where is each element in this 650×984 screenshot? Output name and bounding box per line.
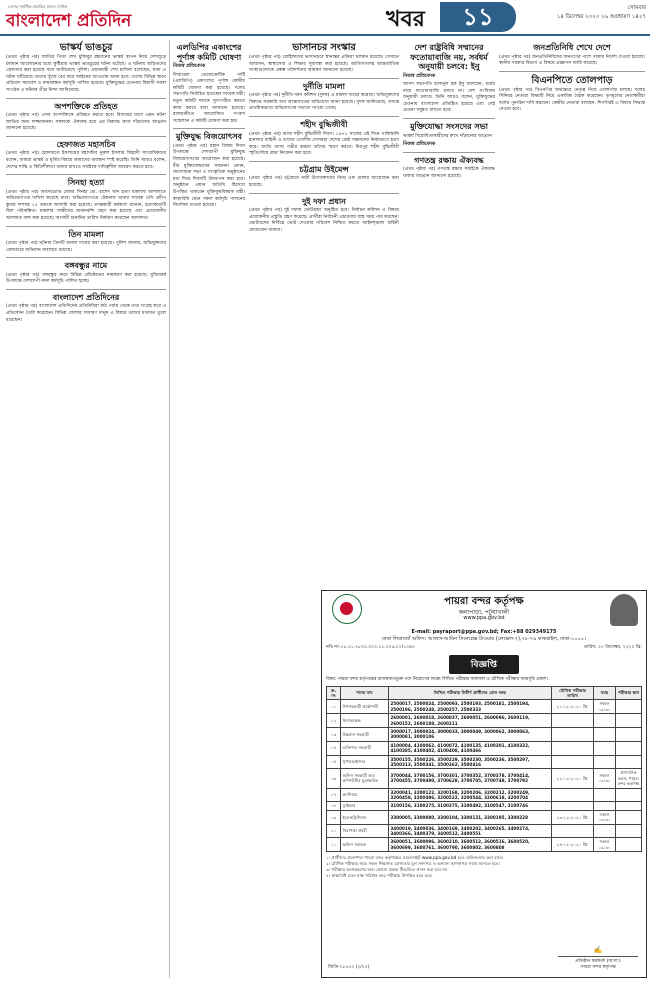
table-row <box>327 802 642 810</box>
table-cell-date: ২২-১২-২০২০ খ্রি: <box>552 769 594 788</box>
story-body: (প্রথম পৃষ্ঠার পর) দুর্নীতি দমন কমিশন (দুদক) এ মামলা দায়ের করেছে। অভিযুক্তদের বিরুদ্ধে সরকারি অর্থ আত্মসাতের অভিযোগ আনা হয়েছে। দুদক জানিয়েছে, তদন্তে প্রাথমিকভাবে অভিযোগের সত্যতা পাওয়া গেছে। <box>249 93 399 112</box>
table-row <box>327 810 642 824</box>
table-cell-no: ০৩ <box>327 727 341 741</box>
table-row <box>327 700 642 714</box>
story-body: (প্রথম পৃষ্ঠার পর) হেফাজতে ইসলামের মহাসচিব নুরুল ইসলাম জিহাদী সাংবাদিকদের বলেন, আমরা ভাস্কর্য ও মূর্তির বিষয়ে আমাদের অবস্থান স্পষ্ট করেছি। তিনি আরও বলেন, দেশের শান্তি ও স্থিতিশীলতা বজায় রাখতে সবাইকে দায়িত্বশীল আচরণ করতে হবে। <box>6 151 166 170</box>
column-header: সময় <box>594 686 616 700</box>
table-cell-post: ড্রাইভার <box>340 802 388 810</box>
story-title: দুই দফা প্রধান <box>302 196 346 206</box>
table-cell-venue: প্রশাসনিক ভবন, পায়রা বন্দর কর্তৃপক্ষ <box>616 769 642 788</box>
table-cell-date: ২৩-১২-২০২০ খ্রি: <box>552 810 594 824</box>
signature-icon: ✍ <box>558 947 638 957</box>
note-item: ৩। পরীক্ষায় অংশগ্রহণের জন্য কোনো প্রকার টিএ/ডিএ প্রদান করা হবে না। <box>326 866 448 872</box>
table-cell-venue <box>616 741 642 755</box>
page-number-badge: ১১ <box>440 2 516 32</box>
table-cell-rolls: 3500155, 3500226, 3500229, 3500230, 3500236, 3500297, 3500313, 3500341, 3500362, 3500416 <box>388 755 551 769</box>
table-cell-time <box>594 788 616 802</box>
column-rule <box>169 40 170 978</box>
table-cell-no: ০৪ <box>327 741 341 755</box>
signatory-org: পায়রা বন্দর কর্তৃপক্ষ <box>580 965 616 970</box>
story-title: ভাসানচর সংস্কার <box>292 42 356 53</box>
story-title: দেশ রাষ্ট্রবিধি সম্মানের ফতোয়াবাজি নয়, সর্বধর্ম অনুযায়ী চলবে: ইনু <box>410 43 488 71</box>
table-cell-rolls: 3200041, 3200122, 3200168, 3200206, 3200212, 3200249, 3200458, 3200496, 3200522, 3200544, 3200618, 3200704 <box>388 788 551 802</box>
byline: নিজস্ব প্রতিবেদক <box>173 64 206 69</box>
table-cell-rolls: 3700044, 3700156, 3700301, 3700352, 3700378, 3700414, 3700455, 3700490, 3700628, 3700705, 3700748, 3700792 <box>388 769 551 788</box>
table-row <box>327 838 642 852</box>
column-header: ক্র. নং <box>327 686 341 700</box>
table-cell-post: হিসাবরক্ষক <box>340 714 388 728</box>
story-title: চট্টগ্রাম উইমেন্স <box>299 164 349 174</box>
story-title: মুক্তিযুদ্ধ বিজয়োৎসব <box>176 132 242 142</box>
divider <box>249 78 399 79</box>
table-cell-time <box>594 727 616 741</box>
table-cell-no: ০৯ <box>327 810 341 824</box>
table-cell-venue <box>616 788 642 802</box>
ad-website: www.ppa.gov.bd <box>463 615 505 621</box>
notice-intro: বিষয়: পায়রা বন্দর কর্তৃপক্ষের রাজস্বখাতভুক্ত পদে নিয়োগের লক্ষ্যে লিখিত পরীক্ষার ফলাফল ও মৌখিক পরীক্ষার সময়সূচি প্রকাশ। <box>326 676 549 682</box>
table-cell-no: ১১ <box>327 838 341 852</box>
story-title: তিন মামলা <box>68 229 104 239</box>
table-cell-post: ব্যক্তিগত সহকারী <box>340 741 388 755</box>
column-5 <box>499 40 645 588</box>
divider <box>499 71 645 72</box>
table-cell-time <box>594 714 616 728</box>
table-cell-no: ১০ <box>327 824 341 838</box>
story-body: (প্রথম পৃষ্ঠার পর) জনপ্রতিনিধিদের জনগণের পাশে থাকার নির্দেশ দেওয়া হয়েছে। স্থানীয় সরকার বিভাগ এ বিষয়ে প্রজ্ঞাপন জারি করেছে। <box>499 54 645 67</box>
table-cell-rolls: 2600001, 2600018, 2600037, 2600051, 2600096, 2600119, 2600152, 2600188, 2600211 <box>388 714 551 728</box>
table-row <box>327 741 642 755</box>
day-label: সোমবার <box>627 5 646 11</box>
ad-contact: E-mail: payraport@ppa.gov.bd; Fax:+88 029349175 <box>411 629 557 635</box>
table-cell-post: নিরাপত্তা প্রহরী <box>340 824 388 838</box>
note-item: ২। মৌখিক পরীক্ষার সময় সকল শিক্ষাগত যোগ্যতার মূল সনদপত্র ও অন্যান্য কাগজপত্র সাথে আনতে হবে। <box>326 861 500 867</box>
story-body: (প্রথম পৃষ্ঠার পর) বাংলাদেশ প্রতিদিনের প্রতিনিধিরা মাঠ পর্যায় থেকে তথ্য সংগ্রহ করে এ প্রতিবেদন তৈরি করেছেন। বিভিন্ন জেলার সাধারণ মানুষ এ বিষয়ে তাদের মতামত তুলে ধরেছেন। <box>6 304 166 323</box>
story-body: (প্রথম পৃষ্ঠার পর) গণতন্ত্র রক্ষায় সবাইকে ঐক্যবদ্ধ থাকার আহ্বান জানানো হয়েছে। <box>403 167 495 179</box>
table-cell-post: সুপারভাইজার <box>340 755 388 769</box>
table-cell-time <box>594 755 616 769</box>
signature-block <box>558 947 638 971</box>
table-cell-date <box>552 788 594 802</box>
table-cell-no: ০৭ <box>327 788 341 802</box>
table-cell-rolls: 4100004, 4100062, 4100072, 4100135, 4100301, 4100332, 4100385, 4100402, 4100408, 4100466 <box>388 741 551 755</box>
story-title: হেফাজত মহাসচিব <box>56 139 116 149</box>
portrait-icon <box>610 594 638 626</box>
table-row <box>327 727 642 741</box>
story-title: মুক্তিযোদ্ধা সংসদের সভা <box>410 122 488 132</box>
ad-header <box>322 591 646 629</box>
table-row <box>327 824 642 838</box>
table-cell-time <box>594 741 616 755</box>
date-label: ১৪ ডিসেম্বর ২০২০ ২৯ অগ্রহায়ণ ১৪২৭ <box>556 14 646 20</box>
divider <box>6 174 166 175</box>
table-cell-date <box>552 741 594 755</box>
byline: নিজস্ব প্রতিবেদক <box>403 142 436 148</box>
story-body: (প্রথম পৃষ্ঠার পর) বিএনপির অভ্যন্তরে নেতৃত্ব নিয়ে তোলপাড় চলছে। দলের সিনিয়র নেতারা বিষয়টি নিয়ে একাধিক বৈঠক করেছেন। তৃণমূলের নেতাকর্মীরা দলের পুনর্গঠন দাবি করছেন। কেন্দ্রীয় নেতারা বলছেন, শিগগিরই এ বিষয়ে সিদ্ধান্ত নেওয়া হবে। <box>499 87 645 113</box>
column-2 <box>173 40 245 588</box>
divider <box>403 152 495 153</box>
byline: নিজস্ব প্রতিবেদক <box>403 73 436 79</box>
story-body: (প্রথম পৃষ্ঠার পর) এসব অপশক্তিকে প্রতিহত করতে হবে। বিজয়ের মাসে এমন ঘটনা জাতির জন্য লজ্জাজনক। সকলকে ঐক্যবদ্ধ হয়ে এর বিরুদ্ধে রুখে দাঁড়ানোর আহ্বান জানানো হয়েছে। <box>6 113 166 132</box>
story-title: বিএনপিতে তোলপাড় <box>531 74 613 86</box>
story-title: বঙ্গবন্ধুর নামে <box>64 261 108 271</box>
divider <box>249 161 399 162</box>
table-cell-venue <box>616 714 642 728</box>
story-body: (প্রথম পৃষ্ঠার পর) অবসরপ্রাপ্ত মেজর সিনহা মো. রাশেদ খান হত্যা মামলায় আদালতে অভিযোগপত্র দাখিল করেছে র‌্যাব। অভিযোগপত্রে টেকনাফ থানার সাবেক ওসি প্রদীপ কুমার দাশসহ ১৫ জনকে আসামি করা হয়েছে। তদন্তকারী কর্মকর্তা জানান, হত্যাকাণ্ডটি ছিল পরিকল্পিত। মামলার সাক্ষীদের জবানবন্দি গ্রহণ করা হয়েছে এবং প্রয়োজনীয় আলামত জব্দ করা হয়েছে। আগামী শুনানির তারিখ নির্ধারণ করেছেন আদালত। <box>6 189 166 221</box>
story-body: (প্রথম পৃষ্ঠার পর) ঘটনায় তিনটি মামলা দায়ের করা হয়েছে। পুলিশ জানায়, অভিযুক্তদের গ্রেফতারে অভিযান অব্যাহত রয়েছে। <box>6 241 166 253</box>
table-cell-rolls: 3000017, 3000024, 3000033, 3000049, 3000062, 3000063, 3000081, 3000106 <box>388 727 551 741</box>
column-header: পদের নাম <box>340 686 388 700</box>
divider <box>6 289 166 290</box>
table-cell-time <box>594 824 616 838</box>
table-cell-rolls: 3400019, 3400036, 3400169, 3400202, 3400265, 3400274, 3400366, 3400379, 3400512, 3400551 <box>388 824 551 838</box>
exam-schedule-table <box>326 686 642 853</box>
story-title: অপশক্তিকে প্রতিহত <box>54 101 118 111</box>
note-item: ১। প্রার্থীদের প্রবেশপত্র পায়রা বন্দর কর্তৃপক্ষের ওয়েবসাইট www.ppa.gov.bd হতে ডাউনলোড করা যাবে। <box>326 855 504 861</box>
table-cell-date <box>552 714 594 728</box>
table-cell-post: উচ্চমান সহকারী <box>340 727 388 741</box>
table-cell-date <box>552 802 594 810</box>
table-cell-venue <box>616 700 642 714</box>
table-cell-time <box>594 802 616 810</box>
table-cell-time: সকাল ০৯:৩০ <box>594 810 616 824</box>
table-cell-post: উপসহকারী প্রকৌশলী <box>340 700 388 714</box>
column-header: পরীক্ষার স্থান <box>616 686 642 700</box>
table-cell-rolls: 3300005, 3300080, 3300104, 3300131, 3300195, 3300228 <box>388 810 551 824</box>
table-cell-venue <box>616 810 642 824</box>
story-body: (প্রথম পৃষ্ঠার পর) রোহিঙ্গাদের ভাসানচরে স্থানান্তর প্রক্রিয়া চলমান রয়েছে। সেখানে আবাসন, স্বাস্থ্যসেবা ও শিক্ষার সুব্যবস্থা করা হয়েছে। জাতিসংঘসহ আন্তর্জাতিক সংস্থাগুলোকে প্রকল্প পরিদর্শনের আমন্ত্রণ জানানো হয়েছে। <box>249 55 399 74</box>
note-item: ৪। স্বাস্থ্যবিধি মেনে মাস্ক পরিধান করে পরীক্ষায় উপস্থিত হতে হবে। <box>326 872 433 878</box>
divider <box>173 128 245 129</box>
notice-label: বিজ্ঞপ্তি <box>449 655 519 674</box>
column-header: লিখিত পরীক্ষায় উত্তীর্ণ প্রার্থীদের রোল নম্বর <box>388 686 551 700</box>
table-cell-no: ০৮ <box>327 802 341 810</box>
divider <box>249 193 399 194</box>
table-cell-rolls: 2500017, 2500024, 2500093, 2500193, 2500181, 2500194, 2500196, 2500248, 2500257, 2500333 <box>388 700 551 714</box>
ad-memo <box>322 645 646 652</box>
table-cell-date <box>552 727 594 741</box>
table-cell-time: সকাল ০৯:৩০ <box>594 838 616 852</box>
table-row <box>327 769 642 788</box>
date-line <box>522 4 646 22</box>
column-header: মৌখিক পরীক্ষার তারিখ <box>552 686 594 700</box>
divider <box>6 98 166 99</box>
table-cell-post: অফিস সহকারী কাম কম্পিউটার মুদ্রাক্ষরিক <box>340 769 388 788</box>
table-cell-rolls: 3600051, 3600096, 3600210, 3600512, 3600516, 3600520, 3600699, 3600761, 3600790, 3600802, 3600808 <box>388 838 551 852</box>
column-3 <box>249 40 399 588</box>
story-body: (প্রথম পৃষ্ঠার পর) আজ শহীদ বুদ্ধিজীবী দিবস। ১৯৭১ সালের এই দিনে পাকিস্তানি হানাদার বাহিনী ও তাদের এদেশীয় দোসররা দেশের শ্রেষ্ঠ সন্তানদের নির্মমভাবে হত্যা করে। জাতি আজ গভীর শ্রদ্ধায় তাঁদের স্মরণ করবে। মিরপুর শহীদ বুদ্ধিজীবী স্মৃতিসৌধে শ্রদ্ধা নিবেদন করা হবে। <box>249 131 399 157</box>
story-title: দুর্নীতি মামলা <box>303 81 345 91</box>
ad-code: জিডি-২৮১৫০ (২/২০) <box>328 965 370 970</box>
story-title: জনপ্রতিনিধি শেখে দেশে <box>533 43 611 52</box>
divider <box>249 116 399 117</box>
table-cell-venue <box>616 802 642 810</box>
table-cell-post: ইলেকট্রিশিয়ান <box>340 810 388 824</box>
ad-subtitle: কলাপাড়া, পটুয়াখালী <box>458 609 510 616</box>
table-cell-time: সকাল ০৯:৩০ <box>594 769 616 788</box>
column-4 <box>403 40 495 588</box>
table-header-row <box>327 686 642 700</box>
story-body: (প্রথম পৃষ্ঠার পর) জাতির পিতা শেখ মুজিবুর রহমানের ভাস্কর্য স্থাপন নিয়ে দেশজুড়ে চলমান আলোচনার মধ্যে কুষ্টিয়ায় ভাস্কর্য ভাঙচুরের ঘটনা ঘটেছে। এ ঘটনায় জড়িতদের গ্রেফতার করা হয়েছে বলে জানিয়েছে পুলিশ। প্রধানমন্ত্রী শেখ হাসিনা বলেছেন, যারা এ ঘটনা ঘটিয়েছে তাদের খুঁজে বের করে আইনের আওতায় আনা হবে। দেশের বিভিন্ন স্থানে প্রতিবাদ সমাবেশ ও মানববন্ধন কর্মসূচি পালিত হয়েছে। মুক্তিযুদ্ধের চেতনায় বিশ্বাসী সকল সংগঠন এ ঘটনার তীব্র নিন্দা জানিয়েছে। <box>6 55 166 93</box>
masthead <box>0 0 650 36</box>
table-cell-no: ০১ <box>327 700 341 714</box>
story-title: সিনহা হত্যা <box>67 178 105 188</box>
ad-address: ঢাকা লিয়াজোঁ অফিস: আজাদ-আমিন সিনেপ্লেক্স টাওয়ার (লেভেল-৭),৭৮-৭৯ কাকরাইল, ঢাকা-১০০০। <box>382 636 586 642</box>
table-cell-venue <box>616 755 642 769</box>
table-cell-no: ০২ <box>327 714 341 728</box>
table-row <box>327 788 642 802</box>
table-cell-date: ২১-১২-২০২০ খ্রি: <box>552 700 594 714</box>
logo-tagline: দেশের সর্বাধিক প্রচারিত বাংলা দৈনিক <box>8 4 68 9</box>
ad-title: পায়রা বন্দর কর্তৃপক্ষ <box>444 596 524 607</box>
memo-date: তারিখ: ২০ ডিসেম্বর, ২০২০ খ্রি: <box>583 645 642 650</box>
table-body <box>327 700 642 852</box>
story-body: জাসদ সভাপতি হাসানুল হক ইনু বলেছেন, ধর্মের নামে ফতোয়াবাজি চলবে না। দেশ সংবিধান অনুযায়ী চলবে। তিনি আরও বলেন, মুক্তিযুদ্ধের চেতনায় বাংলাদেশ প্রতিষ্ঠিত হয়েছে এবং সেই চেতনা সমুন্নত রাখতে হবে। <box>403 82 495 114</box>
story-body: (প্রথম পৃষ্ঠার পর) মহান বিজয় দিবস উপলক্ষে দেশব্যাপী মুক্তিযুদ্ধ বিজয়োৎসবের আয়োজন করা হয়েছে। বীর মুক্তিযোদ্ধাদের সম্মাননা প্রদান, আলোচনা সভা ও সাংস্কৃতিক অনুষ্ঠানের মধ্য দিয়ে দিবসটি উদযাপন করা হবে। অনুষ্ঠানে প্রধান অতিথি হিসেবে উপস্থিত থাকবেন মুক্তিযুদ্ধবিষয়ক মন্ত্রী। স্বাস্থ্যবিধি মেনে সকল কর্মসূচি পালনের নির্দেশনা দেওয়া হয়েছে। <box>173 143 245 209</box>
newspaper-logo <box>6 4 156 30</box>
story-body: (প্রথম পৃষ্ঠার পর) চট্টগ্রামে নারী উদ্যোক্তাদের নিয়ে এক মেলার আয়োজন করা হয়েছে। <box>249 176 399 189</box>
story-title: গণতন্ত্র রক্ষায় ঐক্যবদ্ধ <box>414 155 484 165</box>
table-cell-no: ০৬ <box>327 769 341 788</box>
story-body: (প্রথম পৃষ্ঠার পর) বঙ্গবন্ধুর নামে বিভিন্ন প্রতিষ্ঠানের নামকরণ করা হয়েছে। মুজিববর্ষ উপলক্ষে দেশব্যাপী নানা কর্মসূচি পালিত হচ্ছে। <box>6 272 166 285</box>
story-title: শহীদ বুদ্ধিজীবী <box>300 120 348 130</box>
logo-brand: বাংলাদেশ প্রতিদিন <box>6 11 132 31</box>
table-cell-venue <box>616 838 642 852</box>
table-cell-venue <box>616 727 642 741</box>
memo-number: নথি নং-১৮.২১.৭৮০০.০০০.১১.০২৬.২০/১০৯০ <box>326 645 415 650</box>
divider <box>6 226 166 227</box>
table-cell-time: সকাল ০৯:৩০ <box>594 700 616 714</box>
table-cell-post: অফিস সহায়ক <box>340 838 388 852</box>
story-body: ভাস্কর্য বিরোধিতাকারীদের রুখে দাঁড়ানোর আহ্বান <box>403 133 492 139</box>
notice-notes <box>322 852 646 878</box>
divider <box>6 257 166 258</box>
table-cell-post: ক্যাশিয়ার <box>340 788 388 802</box>
table-cell-rolls: 3100156, 3100275, 3100375, 3100492, 3100547, 3100746 <box>388 802 551 810</box>
table-row <box>327 755 642 769</box>
story-title: বাংলাদেশ প্রতিদিনের <box>52 292 120 302</box>
table-cell-date <box>552 755 594 769</box>
table-cell-no: ০৫ <box>327 755 341 769</box>
table-cell-date <box>552 824 594 838</box>
story-body: (প্রথম পৃষ্ঠার পর) দুই দফায় ভোটগ্রহণ অনুষ্ঠিত হবে। নির্বাচন কমিশন এ বিষয়ে প্রয়োজনীয় প্রস্তুতি গ্রহণ করেছে। প্রার্থীরা নির্বাচনী প্রচারণায় ব্যস্ত সময় পার করছেন। ভোটারদের নির্বিঘ্নে ভোট দেওয়ার পরিবেশ নিশ্চিত করতে আইনশৃঙ্খলা বাহিনী মোতায়েন থাকবে। <box>249 208 399 233</box>
recruitment-advertisement <box>321 590 647 978</box>
column-1 <box>6 40 166 978</box>
story-title: ভাস্কর্য ভাঙচুর <box>59 42 113 53</box>
table-cell-date: ২৪-১২-২০২০ খ্রি: <box>552 838 594 852</box>
divider <box>403 118 495 119</box>
story-title: এলডিপির একাংশের পূর্ণাঙ্গ কমিটি ঘোষণা <box>176 43 242 62</box>
table-row <box>327 714 642 728</box>
signatory-title: প্রতিষ্ঠান কর্মকর্তা (অ:দা:) <box>575 959 621 964</box>
section-name: খবর <box>386 7 425 32</box>
table-cell-venue <box>616 824 642 838</box>
divider <box>6 136 166 137</box>
story-body: লিবারেল ডেমোক্রেটিক পার্টি (এলডিপি) একাংশের পূর্ণাঙ্গ কেন্দ্রীয় কমিটি ঘোষণা করা হয়েছে। দলের সভাপতি নির্বাচিত হয়েছেন সাবেক মন্ত্রী। নতুন কমিটি দলকে সুসংগঠিত করতে কাজ করবে বলে জানানো হয়েছে। রাজধানীতে আয়োজিত সংবাদ সম্মেলনে এ কমিটি ঘোষণা করা হয়। <box>173 72 245 124</box>
